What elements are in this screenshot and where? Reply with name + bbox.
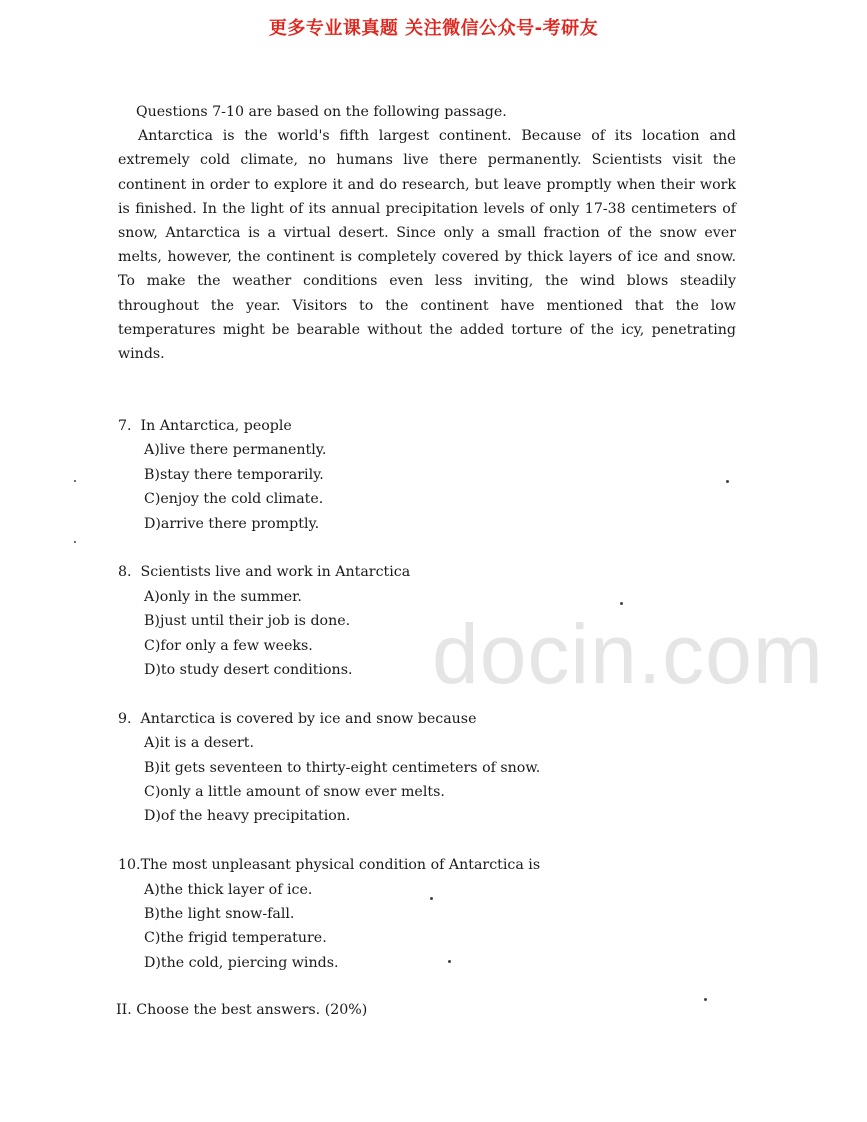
scan-speck xyxy=(704,998,707,1001)
question-stem: 8. Scientists live and work in Antarctica xyxy=(118,564,411,581)
option-b: B)stay there temporarily. xyxy=(144,466,324,483)
scan-speck xyxy=(620,602,623,605)
scan-speck xyxy=(430,897,433,900)
question-9 xyxy=(118,707,738,829)
section-heading: II. Choose the best answers. (20%) xyxy=(116,1002,368,1018)
scan-speck xyxy=(74,541,76,543)
question-list xyxy=(118,414,738,1000)
passage-intro: Questions 7-10 are based on the following passage. xyxy=(136,104,507,120)
option-c: C)only a little amount of snow ever melts. xyxy=(144,784,445,801)
question-8 xyxy=(118,560,738,682)
option-d: D)to study desert conditions. xyxy=(144,662,353,679)
scan-speck xyxy=(74,480,76,482)
passage-text: Antarctica is the world's fifth largest continent. Because of its location and extremely cold climate, no humans live there permanently. Scientists visit the continent in order to explore it and do research, but leave promptly when their work is finished. In the light of its annual precipitation levels of only 17-38 centimeters of snow, Antarctica is a virtual desert. Since only a small fraction of the snow ever melts, however, the continent is completely covered by thick layers of ice and snow. To make the weather conditions even less inviting, the wind blows steadily throughout the year. Visitors to the continent have mentioned that the low temperatures might be bearable without the added torture of the icy, penetrating winds. xyxy=(118,128,736,363)
option-c: C)the frigid temperature. xyxy=(144,930,327,947)
option-a: A)the thick layer of ice. xyxy=(144,881,313,898)
option-a: A)only in the summer. xyxy=(144,588,302,605)
option-c: C)enjoy the cold climate. xyxy=(144,491,324,508)
question-10 xyxy=(118,853,738,975)
question-stem: 9. Antarctica is covered by ice and snow because xyxy=(118,710,477,727)
watermark: docin.com xyxy=(432,607,824,701)
option-a: A)it is a desert. xyxy=(144,735,254,752)
option-d: D)the cold, piercing winds. xyxy=(144,954,339,971)
option-a: A)live there permanently. xyxy=(144,442,327,459)
reading-passage xyxy=(118,100,736,366)
question-7 xyxy=(118,414,738,536)
scan-speck xyxy=(448,960,451,963)
question-stem: 10.The most unpleasant physical condition of Antarctica is xyxy=(118,857,541,874)
option-c: C)for only a few weeks. xyxy=(144,637,313,654)
scan-speck xyxy=(726,480,729,483)
option-d: D)arrive there promptly. xyxy=(144,515,320,532)
option-d: D)of the heavy precipitation. xyxy=(144,808,351,825)
page-header-banner: 更多专业课真题 关注微信公众号-考研友 xyxy=(268,18,599,39)
option-b: B)just until their job is done. xyxy=(144,613,351,630)
option-b: B)it gets seventeen to thirty-eight centimeters of snow. xyxy=(144,759,541,776)
question-stem: 7. In Antarctica, people xyxy=(118,418,292,434)
option-b: B)the light snow-fall. xyxy=(144,906,295,923)
